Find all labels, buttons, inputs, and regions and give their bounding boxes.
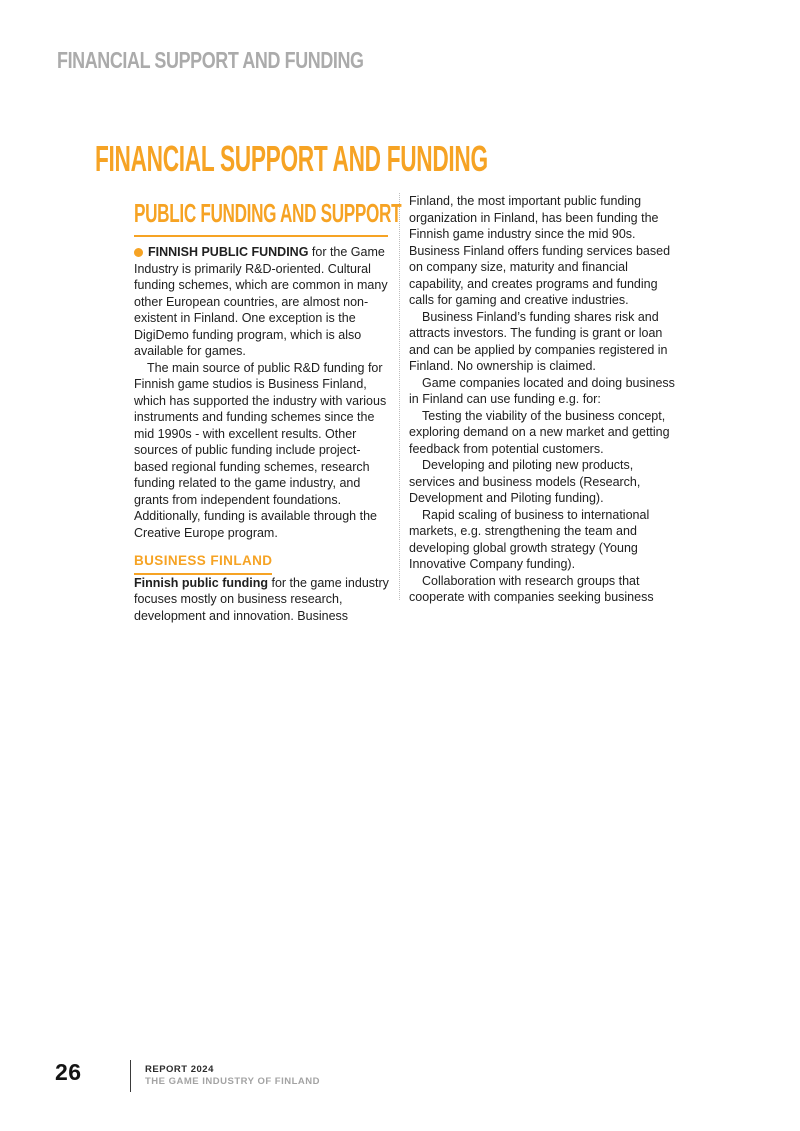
paragraph: Collaboration with research groups that cooperate with companies seeking business bbox=[409, 573, 654, 604]
paragraph-lead-bold: FINNISH PUBLIC FUNDING bbox=[148, 245, 309, 259]
paragraph: Finland, the most important public funding organization in Finland, has been funding the Finnish game industry since the mid 90s. Business Finland offers funding services based on company size, maturity and financial capability, and creates programs and funding calls for gaming and creative industries. bbox=[409, 194, 671, 307]
footer-divider bbox=[130, 1060, 131, 1092]
right-column bbox=[409, 193, 675, 606]
page-number: 26 bbox=[55, 1059, 82, 1085]
section-heading bbox=[134, 198, 402, 228]
paragraph: Testing the viability of the business concept, exploring demand on a new market and getting feedback from potential customers. bbox=[409, 408, 670, 456]
footer-report-info bbox=[145, 1064, 320, 1087]
subsection bbox=[134, 541, 392, 575]
page-title-text: FINANCIAL SUPPORT AND FUNDING bbox=[95, 138, 488, 179]
section-heading-text: PUBLIC FUNDING AND SUPPORT bbox=[134, 198, 402, 228]
right-column-body bbox=[409, 193, 675, 606]
heading-underline bbox=[134, 235, 388, 237]
footer-report-subtitle: THE GAME INDUSTRY OF FINLAND bbox=[145, 1075, 320, 1087]
paragraph: Rapid scaling of business to international markets, e.g. strengthening the team and developing global growth strategy (Young Innovative Company funding). bbox=[409, 507, 650, 571]
left-column bbox=[134, 198, 402, 624]
paragraph: Game companies located and doing business in Finland can use funding e.g. for: bbox=[409, 375, 675, 406]
page-kicker-text: FINANCIAL SUPPORT AND FUNDING bbox=[57, 47, 364, 73]
page-kicker bbox=[57, 47, 450, 73]
paragraph-business-finland bbox=[134, 575, 392, 625]
paragraph-text: for the Game Industry is primarily R&D-oriented. Cultural funding schemes, which are common in many other European countries, are almost non-existent in Finland. One exception is the DigiDemo funding program, which is also available for games. bbox=[134, 245, 388, 358]
left-column-body bbox=[134, 244, 392, 624]
column-divider bbox=[399, 193, 400, 600]
page-title bbox=[95, 138, 719, 178]
paragraph-text: for the game industry focuses mostly on business research, development and innovation. Business bbox=[134, 575, 389, 623]
bullet-icon bbox=[134, 248, 143, 257]
paragraph-lead-bold: Finnish public funding bbox=[134, 575, 269, 590]
paragraph-main-source: The main source of public R&D funding for Finnish game studios is Business Finland, which has supported the industry with various instruments and funding schemes since the mid 1990s - with excellent results. Other sources of public funding include project-based regional funding schemes, research funding related to the game industry, and grants from independent foundations. Additionally, funding is available through the Creative Europe program. bbox=[134, 360, 387, 540]
subsection-heading-business-finland: BUSINESS FINLAND bbox=[134, 553, 272, 575]
paragraph: Developing and piloting new products, services and business models (Research, Development and Piloting funding). bbox=[409, 458, 641, 505]
footer-report-title: REPORT 2024 bbox=[145, 1064, 214, 1075]
paragraph-finnish-public-funding bbox=[134, 244, 392, 360]
paragraph: Business Finland’s funding shares risk and attracts investors. The funding is grant or loan and can be applied by companies registered in Finland. No ownership is claimed. bbox=[409, 309, 668, 373]
